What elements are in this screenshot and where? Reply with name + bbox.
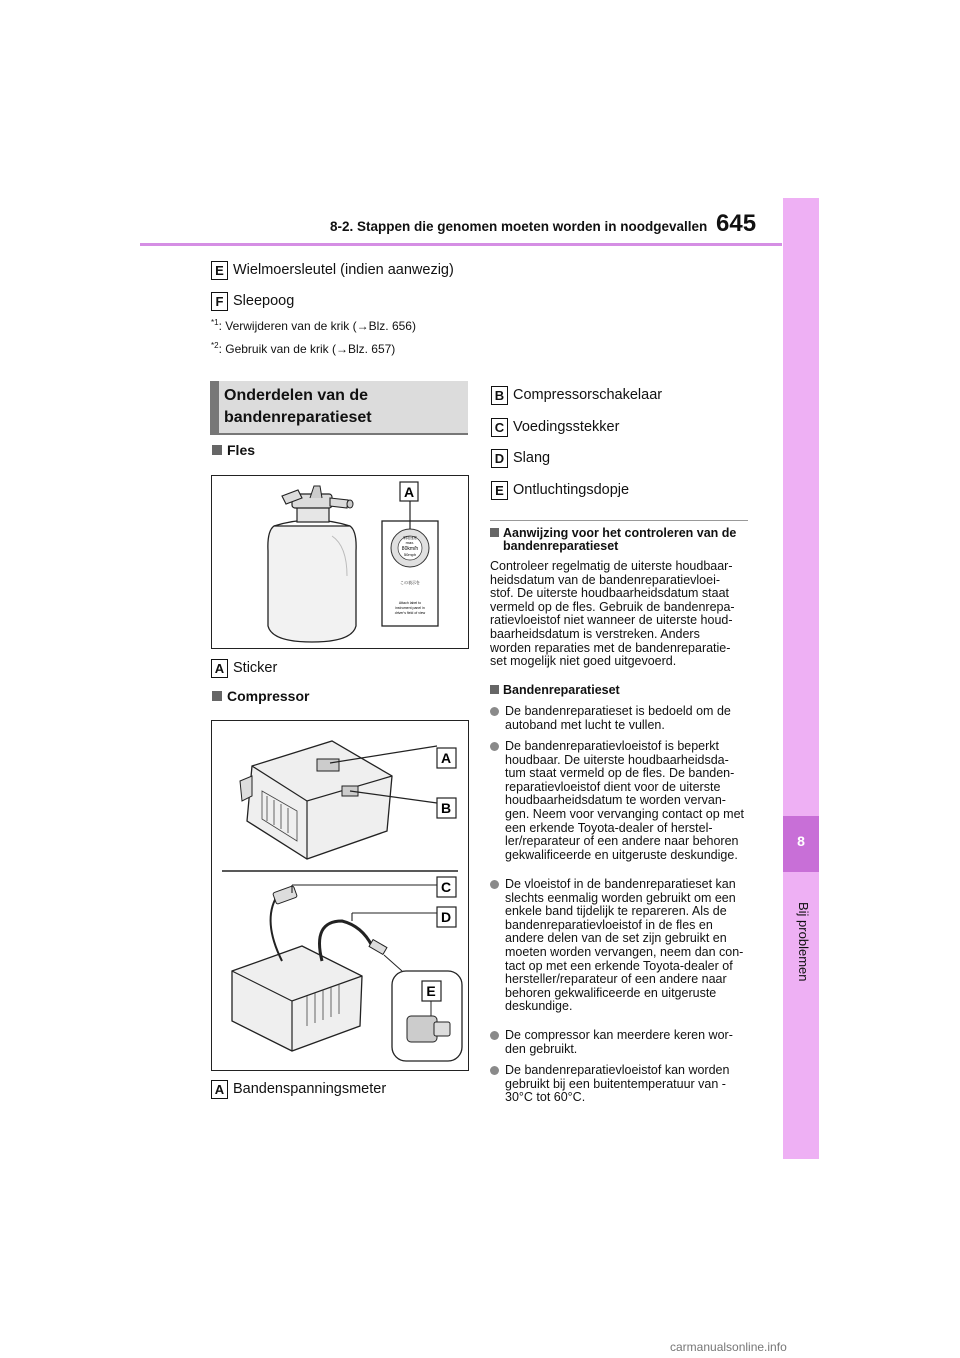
item-text: Slang: [513, 450, 551, 466]
text-line: stof. De uiterste houdbaarheidsdatum staat: [490, 586, 730, 601]
text-line: ler/reparateur of een andere naar behoren: [505, 834, 739, 849]
footnote-text: : Verwijderen van de krik (→Blz. 656): [218, 319, 416, 333]
text-line: baarheidsdatum is verstreken. Anders: [490, 626, 700, 641]
text-line: autoband met lucht te vullen.: [505, 717, 665, 732]
label-box: A: [211, 659, 228, 678]
sticker-text: max.: [405, 540, 415, 545]
item-text: Ontluchtingsdopje: [513, 482, 630, 498]
callout-a: A: [440, 750, 452, 766]
section-heading-line: bandenreparatieset: [224, 409, 372, 426]
chapter-number: 8: [797, 833, 805, 849]
bullet-item: [490, 1064, 752, 1105]
label-box: E: [211, 261, 228, 280]
callout-d: D: [440, 909, 452, 925]
text-line: De bandenreparatieset is bedoeld om de: [505, 704, 731, 718]
callout-a: A: [403, 484, 415, 500]
list-item-b: [491, 386, 663, 405]
text-line: De vloeistof in de bandenreparatieset kan: [505, 877, 736, 891]
sticker-text: 50mph: [403, 552, 417, 557]
bullet-item: [490, 1029, 752, 1056]
label-box: C: [491, 418, 508, 437]
text-line: tact op met een erkende Toyota-dealer of: [505, 958, 733, 973]
text-line: een erkende Toyota-dealer of herstel-: [505, 820, 713, 835]
text-line: De bandenreparatievloeistof is beperkt: [505, 739, 720, 753]
text-line: behoren gekwalificeerde en uitgeruste: [505, 985, 717, 1000]
item-text: Wielmoersleutel (indien aanwezig): [233, 262, 454, 278]
sticker-text: この表示を: [400, 580, 420, 585]
note-heading-line: Aanwijzing voor het controleren van de: [503, 526, 737, 540]
subheading-text: Compressor: [227, 688, 310, 704]
text-line: slechts eenmalig worden gebruikt om een: [505, 890, 736, 905]
section-heading: [224, 385, 372, 429]
text-line: Controleer regelmatig de uiterste houdbaar-: [490, 559, 733, 573]
text-line: tum staat vermeld op de fles. De banden-: [505, 766, 735, 781]
item-text: Bandenspanningsmeter: [233, 1081, 387, 1097]
note-divider: [490, 520, 748, 521]
item-text: Compressorschakelaar: [513, 387, 663, 403]
list-item-e: [211, 261, 454, 280]
section-title: 8-2. Stappen die genomen moeten worden in noodgevallen: [330, 219, 708, 234]
text-line: gebruikt bij een buitentemperatuur van -: [505, 1076, 726, 1091]
list-item-e-right: [491, 481, 630, 500]
text-line: reparatievloeistof dient voor de uiterste: [505, 779, 721, 794]
section-heading-bar: [210, 381, 219, 433]
sticker-text: driver's field of view: [394, 611, 426, 615]
text-line: heidsdatum van de bandenreparatievloei-: [490, 572, 721, 587]
square-bullet-icon: [212, 445, 222, 455]
label-box: E: [491, 481, 508, 500]
text-line: ratievloeistof niet wanneer de uiterste houd-: [490, 613, 733, 628]
label-box: D: [491, 449, 508, 468]
square-bullet-icon: [490, 528, 499, 537]
text-line: De bandenreparatievloeistof kan worden: [505, 1063, 730, 1077]
list-item-a-gauge: [211, 1080, 387, 1099]
sticker-text: Attach label to: [398, 601, 422, 605]
list-item-a-sticker: [211, 659, 278, 678]
footnote-mark: *1: [211, 318, 219, 327]
callout-b: B: [440, 800, 452, 816]
compressor-figure: [211, 720, 469, 1071]
watermark: carmanualsonline.info: [670, 1340, 787, 1354]
text-line: deskundige.: [505, 999, 573, 1014]
text-line: worden reparaties met de bandenreparatie-: [490, 640, 731, 655]
text-line: bandenreparatievloeistof in de fles en: [505, 917, 713, 932]
bottle-illustration: [212, 476, 468, 648]
compressor-illustration: [212, 721, 468, 1070]
note-heading-line: bandenreparatieset: [503, 539, 619, 553]
subheading-compressor: [212, 688, 309, 704]
bullet-item: [490, 878, 752, 1014]
list-item-c: [491, 418, 620, 437]
sticker-text: 80km/h: [401, 546, 419, 552]
callout-e: E: [426, 983, 436, 999]
note-heading: [490, 684, 760, 697]
footnote-1: [211, 318, 416, 333]
item-text: Voedingsstekker: [513, 419, 620, 435]
section-heading-line: Onderdelen van de: [224, 387, 369, 404]
text-line: gekwalificeerde en uitgeruste deskundige.: [505, 847, 738, 862]
bottle-figure: [211, 475, 469, 649]
text-line: enkele band tijdelijk te repareren. Als de: [505, 904, 727, 919]
bullet-icon: [490, 1031, 499, 1040]
chapter-title: Bij problemen: [796, 902, 811, 982]
text-line: vermeld op de fles. Gebruik de bandenrepa-: [490, 599, 735, 614]
text-line: houdbaarheidsdatum te worden vervan-: [505, 793, 726, 808]
text-line: 30°C tot 60°C.: [505, 1090, 586, 1105]
bullet-item: [490, 705, 752, 732]
note-heading: [490, 527, 760, 553]
list-item-f: [211, 292, 295, 311]
square-bullet-icon: [490, 685, 499, 694]
square-bullet-icon: [212, 691, 222, 701]
header-rule: [140, 243, 782, 246]
text-line: set mogelijk niet goed uitgevoerd.: [490, 654, 677, 669]
text-line: moeten worden vervangen, neem dan con-: [505, 944, 744, 959]
footnote-2: [211, 341, 395, 356]
sticker-text: 制限速度: [403, 536, 417, 540]
text-line: andere delen van de set zijn gebruikt en: [505, 931, 727, 946]
text-line: houdbaar. De uiterste houdbaarheidsda-: [505, 752, 729, 767]
item-text: Sleepoog: [233, 293, 295, 309]
text-line: De compressor kan meerdere keren wor-: [505, 1028, 733, 1042]
text-line: hersteller/reparateur of een andere naar: [505, 972, 727, 987]
page-number: 645: [716, 210, 757, 237]
bullet-icon: [490, 880, 499, 889]
text-line: den gebruikt.: [505, 1041, 578, 1056]
chapter-side-tab: [783, 198, 819, 1159]
footnote-text: : Gebruik van de krik (→Blz. 657): [218, 342, 396, 356]
label-box: F: [211, 292, 228, 311]
callout-c: C: [440, 879, 452, 895]
sticker-text: instrument panel in: [395, 606, 425, 610]
list-item-d: [491, 449, 551, 468]
footnote-mark: *2: [211, 341, 219, 350]
item-text: Sticker: [233, 660, 278, 676]
note-heading-text: Bandenreparatieset: [503, 683, 620, 697]
subheading-fles: [212, 442, 255, 458]
label-box: B: [491, 386, 508, 405]
bullet-icon: [490, 742, 499, 751]
text-line: gen. Neem voor vervanging contact op met: [505, 806, 745, 821]
subheading-text: Fles: [227, 442, 256, 458]
bullet-item: [490, 740, 752, 862]
note-paragraph: [490, 560, 752, 669]
bullet-icon: [490, 1066, 499, 1075]
bullet-icon: [490, 707, 499, 716]
label-box: A: [211, 1080, 228, 1099]
